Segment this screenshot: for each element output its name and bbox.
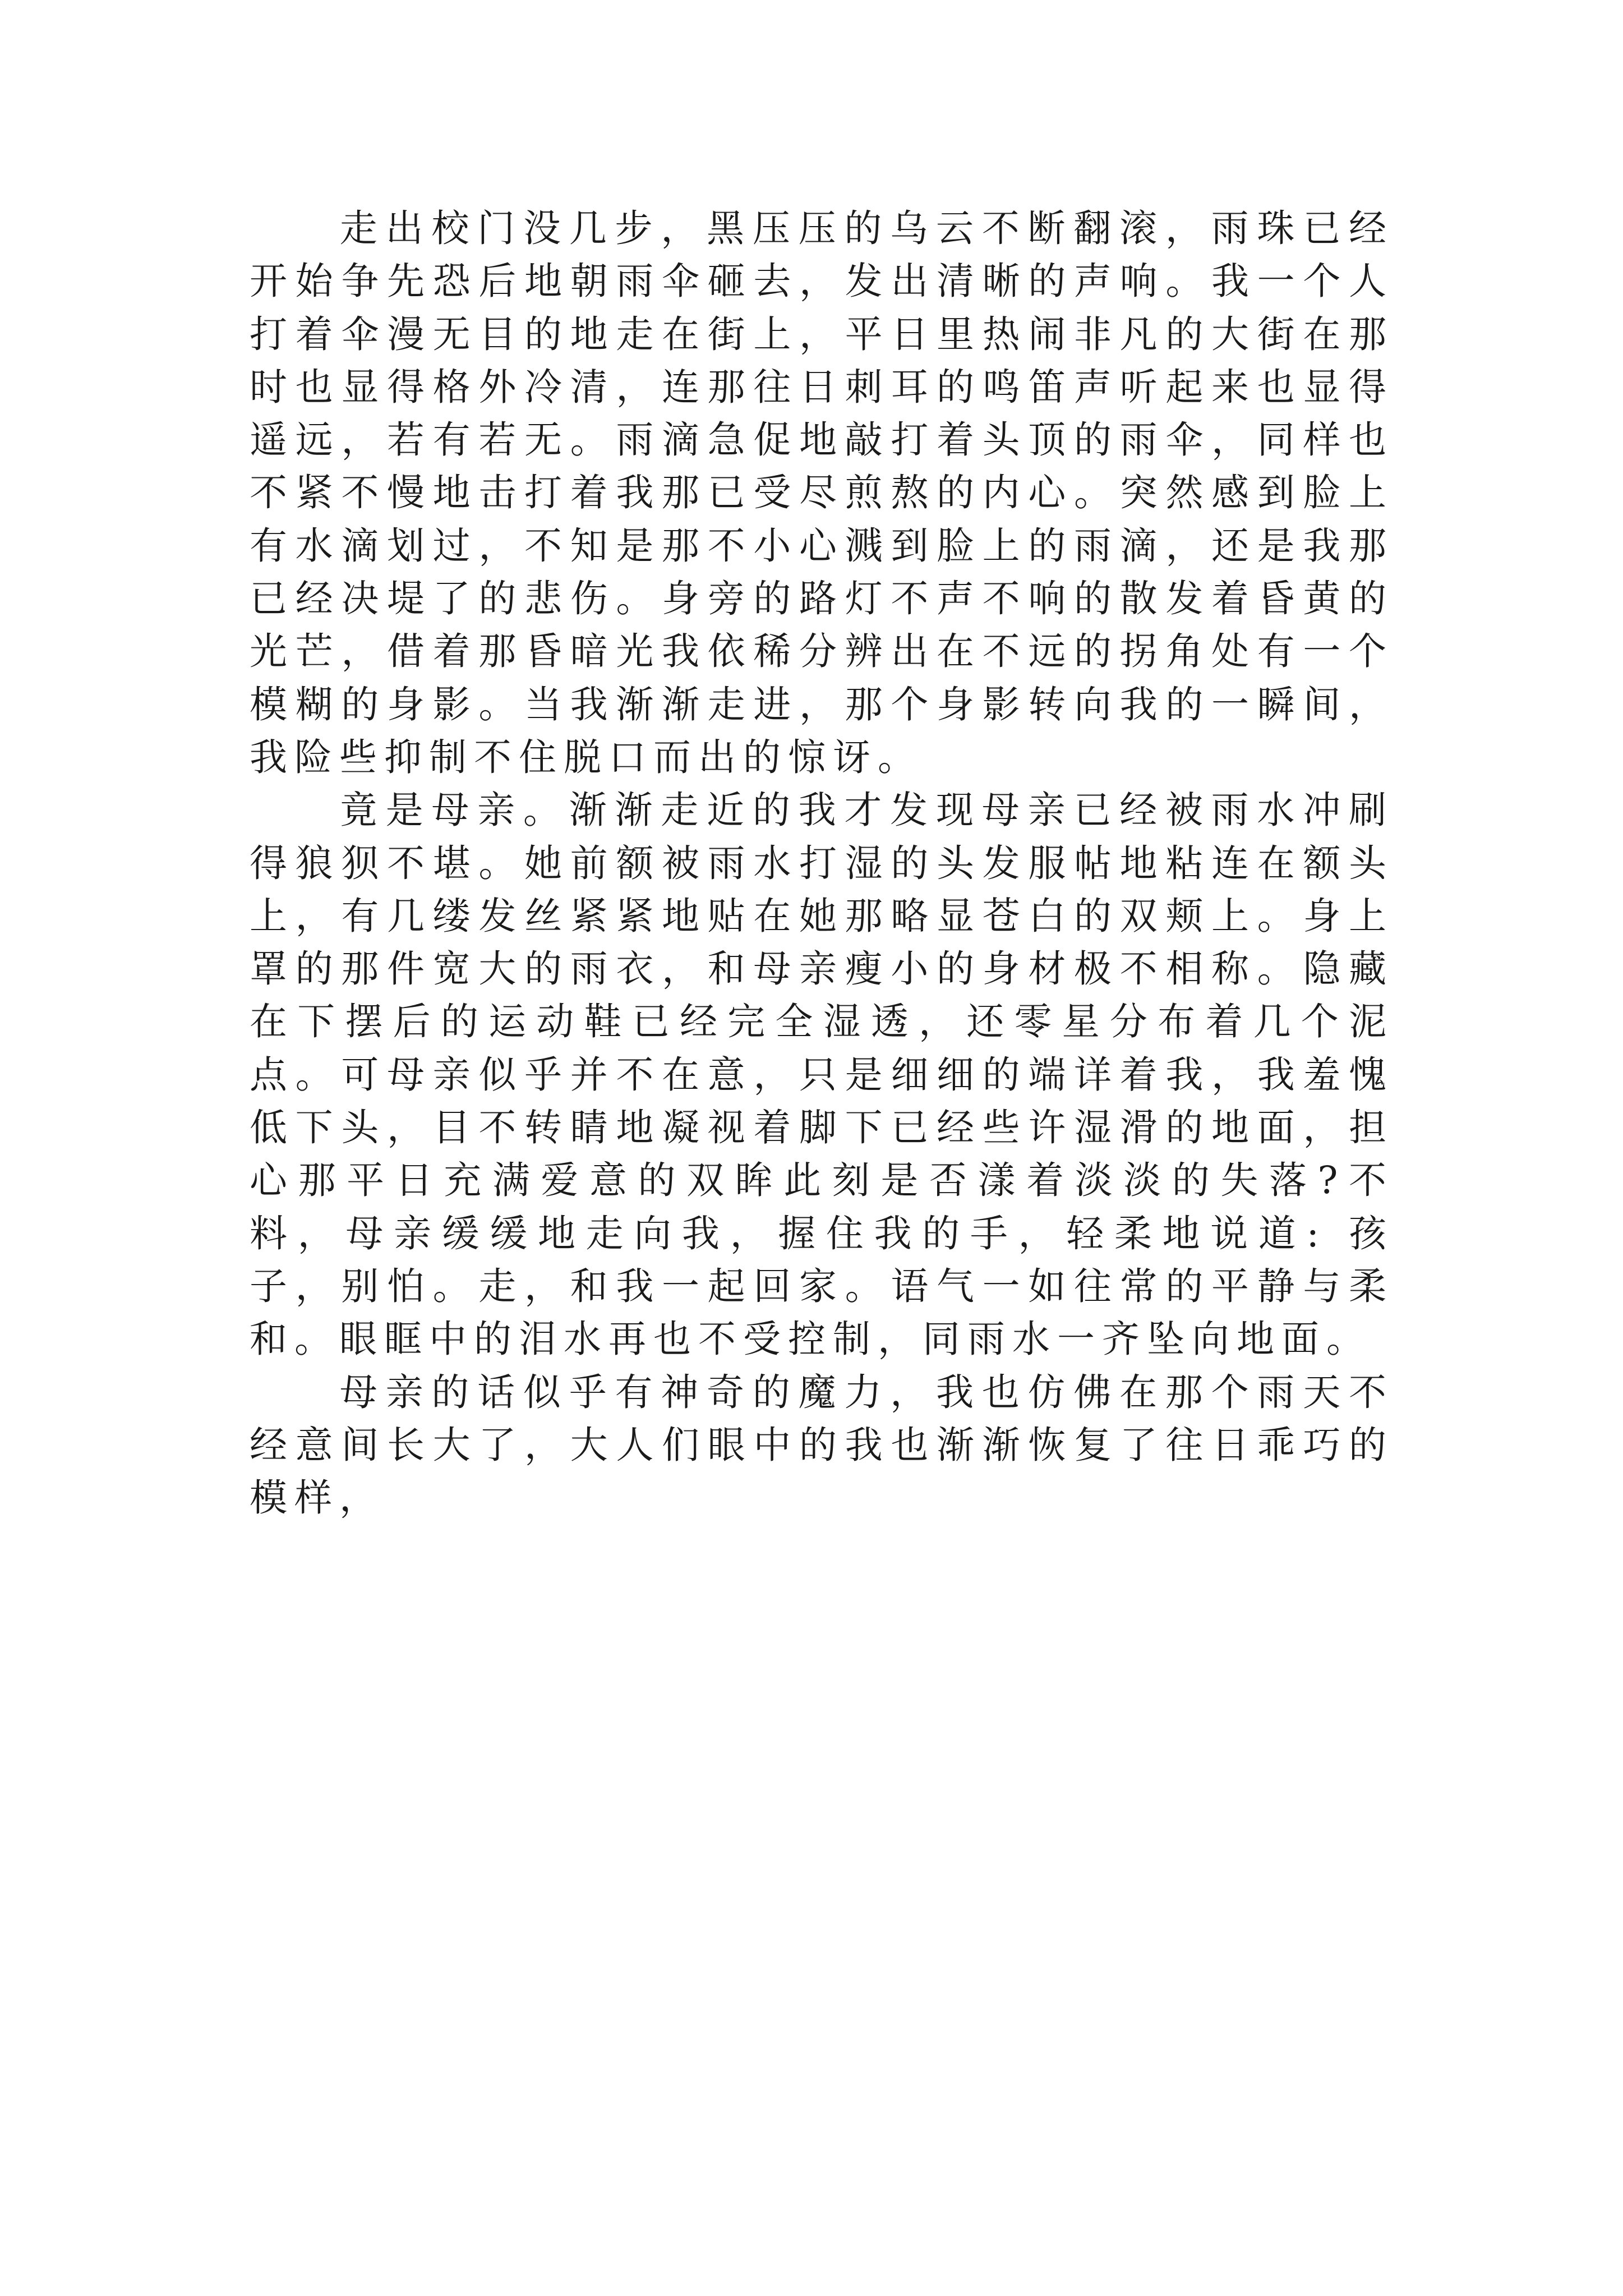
- paragraph-3: 母亲的话似乎有神奇的魔力，我也仿佛在那个雨天不经意间长大了，大人们眼中的我也渐渐恢复了往日乖巧的模样，: [250, 1370, 1394, 1520]
- paragraph-1: 走出校门没几步，黑压压的乌云不断翻滚，雨珠已经开始争先恐后地朝雨伞砸去，发出清晰的声响。我一个人打着伞漫无目的地走在街上，平日里热闹非凡的大街在那时也显得格外冷清，连那往日刺耳的鸣笛声听起来也显得遥远，若有若无。雨滴急促地敲打着头顶的雨伞，同样也不紧不慢地击打着我那已受尽煎熬的内心。突然感到脸上有水滴划过，不知是那不小心溅到脸上的雨滴，还是我那已经决堤了的悲伤。身旁的路灯不声不响的散发着昏黄的光芒，借着那昏暗光我依稀分辨出在不远的拐角处有一个模糊的身影。当我渐渐走进，那个身影转向我的一瞬间，我险些抑制不住脱口而出的惊讶。: [250, 206, 1394, 779]
- document-body: [250, 202, 1394, 1524]
- paragraph-2: 竟是母亲。渐渐走近的我才发现母亲已经被雨水冲刷得狼狈不堪。她前额被雨水打湿的头发服帖地粘连在额头上，有几缕发丝紧紧地贴在她那略显苍白的双颊上。身上罩的那件宽大的雨衣，和母亲瘦小的身材极不相称。隐藏在下摆后的运动鞋已经完全湿透，还零星分布着几个泥点。可母亲似乎并不在意，只是细细的端详着我，我羞愧低下头，目不转睛地凝视着脚下已经些许湿滑的地面，担心那平日充满爱意的双眸此刻是否漾着淡淡的失落?不料，母亲缓缓地走向我，握住我的手，轻柔地说道: 孩子，别怕。走，和我一起回家。语气一如往常的平静与柔和。眼眶中的泪水再也不受控制，同雨水一齐坠向地面。: [250, 788, 1394, 1361]
